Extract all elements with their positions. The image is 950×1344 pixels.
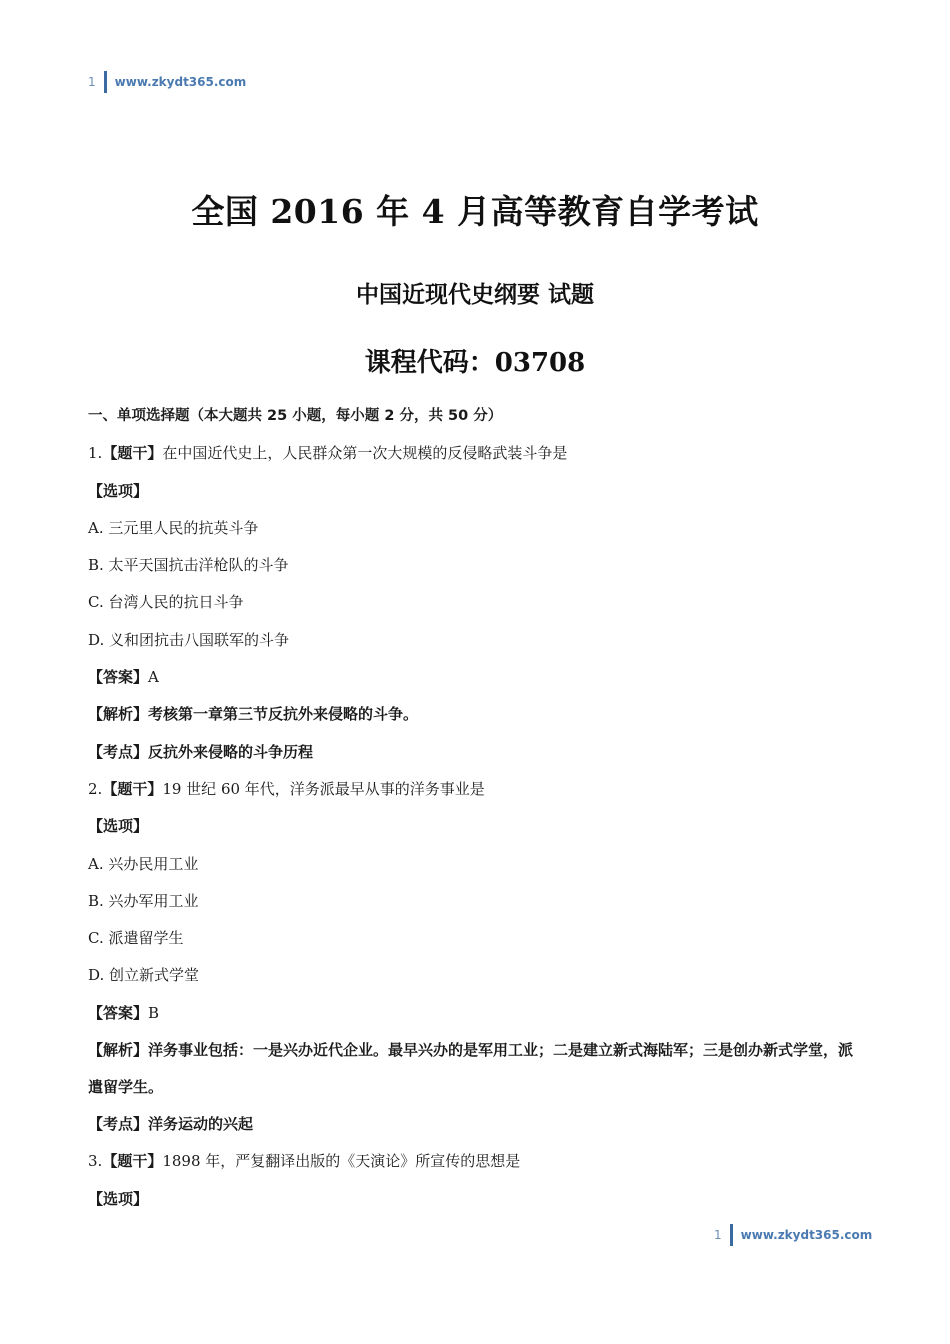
question-1-analysis-text: 考核第一章第三节反抗外来侵略的斗争。 <box>148 705 419 724</box>
question-2-stem-text: 19 世纪 60 年代，洋务派最早从事的洋务事业是 <box>162 779 485 798</box>
exam-subtitle: 中国近现代史纲要 试题 <box>355 281 594 308</box>
course-code: 课程代码：03708 <box>364 348 586 378</box>
question-1-analysis <box>88 696 868 733</box>
header-page-number: 1 <box>88 75 96 89</box>
header-divider <box>104 71 107 93</box>
question-2-analysis-tag: 【解析】 <box>88 1041 149 1060</box>
exam-title: 全国 2016 年 4 月高等教育自学考试 <box>191 192 759 231</box>
question-1-answer-value: A <box>148 668 159 687</box>
question-2-option-c: C. 派遣留学生 <box>88 929 184 948</box>
question-1-analysis-tag: 【解析】 <box>88 705 149 724</box>
section-heading: 一、单项选择题（本大题共 25 小题，每小题 2 分，共 50 分） <box>88 408 503 424</box>
question-2-number: 2. <box>88 779 103 798</box>
question-1-option-a: A. 三元里人民的抗英斗争 <box>88 518 259 537</box>
question-1-stem-tag: 【题干】 <box>102 444 163 463</box>
question-1-answer-tag: 【答案】 <box>88 668 149 687</box>
document-body <box>88 398 868 1218</box>
question-3-stem <box>88 1143 868 1180</box>
question-1-point-text: 反抗外来侵略的斗争历程 <box>148 742 314 761</box>
question-2-point-text: 洋务运动的兴起 <box>148 1115 254 1134</box>
question-3-stem-text: 1898 年，严复翻译出版的《天演论》所宣传的思想是 <box>162 1152 521 1171</box>
question-1-stem-text: 在中国近代史上，人民群众第一次大规模的反侵略武装斗争是 <box>162 444 568 463</box>
question-2-point <box>88 1106 868 1143</box>
question-3-stem-tag: 【题干】 <box>102 1152 163 1171</box>
question-1-option-d: D. 义和团抗击八国联军的斗争 <box>88 630 290 649</box>
question-2-answer-value: B <box>148 1003 160 1022</box>
footer-divider <box>730 1224 733 1246</box>
question-2-option-d: D. 创立新式学堂 <box>88 966 200 985</box>
question-3-options-tag: 【选项】 <box>88 1189 149 1208</box>
question-2-analysis <box>88 1032 868 1106</box>
question-3-number: 3. <box>88 1152 103 1171</box>
question-1-options-tag: 【选项】 <box>88 481 149 500</box>
question-2-option-a: A. 兴办民用工业 <box>88 854 199 873</box>
question-2-answer-tag: 【答案】 <box>88 1003 149 1022</box>
question-2-analysis-text: 洋务事业包括：一是兴办近代企业。最早兴办的是军用工业；二是建立新式海陆军；三是创办新式学堂，派遣留学生。 <box>88 1041 854 1097</box>
page-header <box>88 70 246 94</box>
question-1-option-b: B. 太平天国抗击洋枪队的斗争 <box>88 556 289 575</box>
footer-url[interactable]: www.zkydt365.com <box>740 1228 873 1242</box>
question-2-stem <box>88 771 868 808</box>
question-1-option-c: C. 台湾人民的抗日斗争 <box>88 593 244 612</box>
question-2-point-tag: 【考点】 <box>88 1115 149 1134</box>
page-footer <box>714 1222 872 1248</box>
question-2-option-b: B. 兴办军用工业 <box>88 891 199 910</box>
question-1-answer <box>88 659 868 696</box>
question-2-options-tag: 【选项】 <box>88 817 149 836</box>
footer-page-number: 1 <box>714 1228 722 1242</box>
question-1-stem <box>88 435 868 472</box>
question-1-number: 1. <box>88 444 103 463</box>
header-url[interactable]: www.zkydt365.com <box>114 75 247 89</box>
question-2-answer <box>88 995 868 1032</box>
question-2-stem-tag: 【题干】 <box>102 779 163 798</box>
question-1-point <box>88 734 868 771</box>
question-1-point-tag: 【考点】 <box>88 742 149 761</box>
